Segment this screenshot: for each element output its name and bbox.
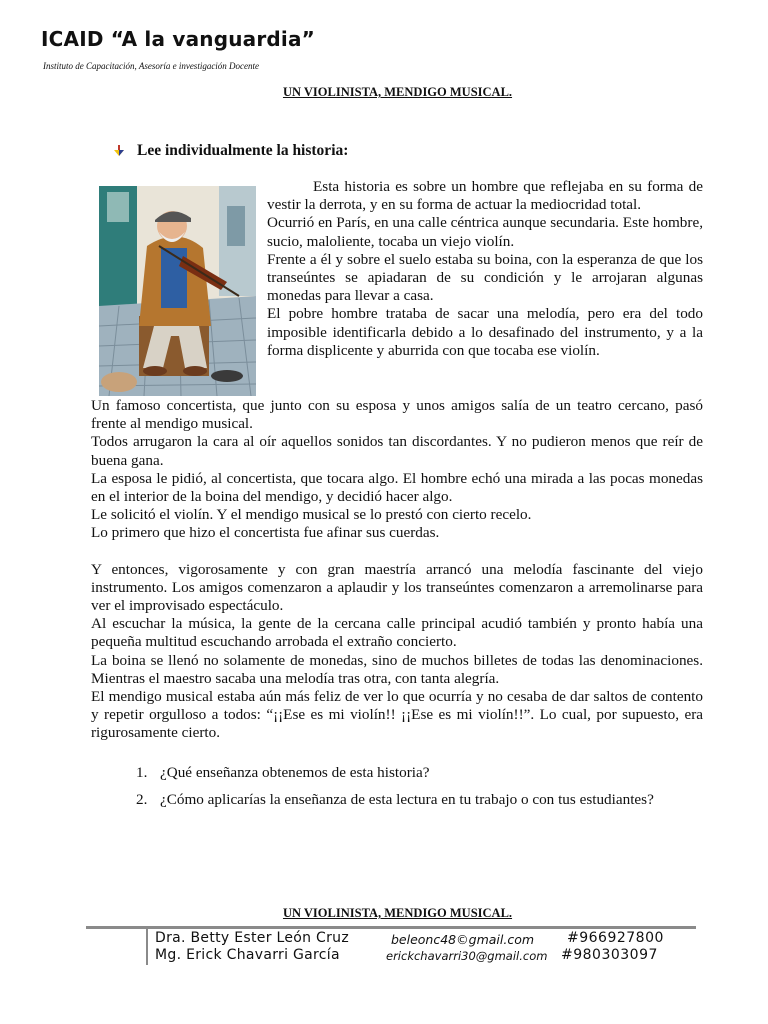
footer-title: UN VIOLINISTA, MENDIGO MUSICAL.	[282, 906, 513, 920]
paragraph: Lo primero que hizo el concertista fue afinar sus cuerdas.	[91, 524, 440, 542]
question-text: ¿Qué enseñanza obtenemos de esta historia?	[160, 764, 430, 781]
header-subtitle: Instituto de Capacitación, Asesoría e investigación Docente	[43, 61, 260, 71]
paragraph-gap	[91, 543, 703, 561]
contact-phone: #966927800	[567, 930, 664, 946]
header-title: ICAID “A la vanguardia”	[41, 27, 316, 51]
instruction-row	[113, 142, 348, 160]
list-item	[136, 759, 703, 786]
footer-rule	[86, 926, 696, 929]
paragraph: Y entonces, vigorosamente y con gran maestría arrancó una melodía fascinante del viejo instrumento. Los amigos comenzaron a aplaudir y los transeúntes comenzaron a arremolinarse para ver el improvisado espectáculo.	[91, 560, 703, 615]
question-number: 2.	[136, 791, 148, 808]
intro-text	[267, 178, 703, 360]
paragraph: El pobre hombre trataba de sacar una melodía, pero era del todo imposible identificarla debido a lo desafinado del instrumento, y a la forma displicente y aburrida con que tocaba ese violín.	[267, 305, 703, 359]
paragraph: Un famoso concertista, que junto con su esposa y unos amigos salía de un teatro cercano, pasó frente al mendigo musical.	[91, 397, 703, 433]
violinist-illustration	[99, 186, 256, 396]
paragraph: La boina se llenó no solamente de monedas, sino de muchos billetes de todas las denominaciones. Mientras el maestro sacaba una melodía tras otra, con tanta alegría.	[91, 651, 703, 687]
footer-divider	[146, 929, 148, 965]
paragraph: Esta historia es sobre un hombre que reflejaba en su forma de vestir la derrota, y en su forma de actuar la mediocridad total.	[267, 178, 703, 214]
contact-email: beleonc48©gmail.com	[391, 932, 535, 947]
list-item	[136, 786, 703, 813]
story-text	[91, 397, 703, 743]
instruction-text: Lee individualmente la historia:	[137, 142, 349, 159]
questions-list	[136, 759, 703, 813]
question-text: ¿Cómo aplicarías la enseñanza de esta lectura en tu trabajo o con tus estudiantes?	[160, 791, 654, 808]
paragraph: Todos arrugaron la cara al oír aquellos sonidos tan discordantes. Y no pudieron menos que reír de buena gana.	[91, 433, 703, 469]
arrow-down-bullet-icon	[113, 145, 125, 157]
contact-name: Mg. Erick Chavarri García	[155, 947, 340, 963]
paragraph: La esposa le pidió, al concertista, que tocara algo. El hombre echó una mirada a las pocas monedas en el interior de la boina del mendigo, y decidió hacer algo.	[91, 469, 703, 506]
contact-email: erickchavarri30@gmail.com	[386, 949, 548, 963]
paragraph: Frente a él y sobre el suelo estaba su boina, con la esperanza de que los transeúntes se apiadaran de su condición y le arrojaran algunas monedas para llevar a casa.	[267, 250, 703, 305]
paragraph: Le solicitó el violín. Y el mendigo musical se lo prestó con cierto recelo.	[91, 506, 532, 524]
contact-phone: #980303097	[561, 947, 658, 963]
question-number: 1.	[136, 764, 148, 781]
paragraph: El mendigo musical estaba aún más feliz de ver lo que ocurría y no cesaba de dar saltos de contento y repetir orgulloso a todos: “¡¡Ese es mi violín!! ¡¡Ese es mi violín!!”. Lo cual, por supuesto, era rigurosamente cierto.	[91, 688, 703, 742]
contact-name: Dra. Betty Ester León Cruz	[155, 930, 350, 946]
paragraph: Al escuchar la música, la gente de la cercana calle principal acudió también y pronto había una pequeña multitud escuchando arrobada el extraño concierto.	[91, 615, 703, 651]
paragraph: Ocurrió en París, en una calle céntrica aunque secundaria. Este hombre, sucio, maloliente, tocaba un viejo violín.	[267, 214, 703, 250]
document-title: UN VIOLINISTA, MENDIGO MUSICAL.	[282, 85, 513, 99]
